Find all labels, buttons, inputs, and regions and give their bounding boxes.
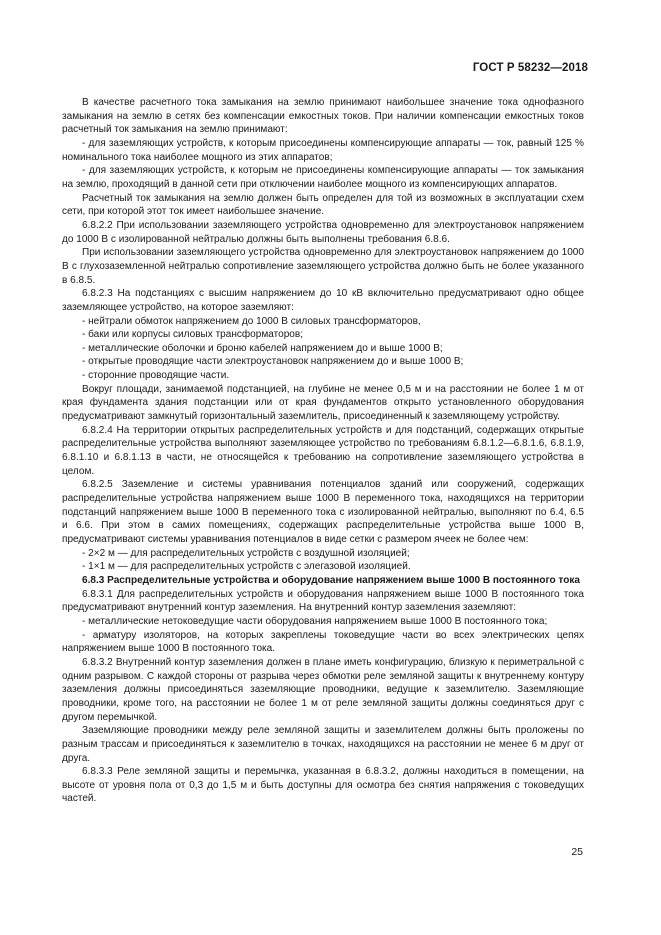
body-paragraph: В качестве расчетного тока замыкания на землю принимают наибольшее значение тока однофазного замыкания на землю в сетях без компенсации емкостных токов. При наличии компенсации емкостных токов расчетный ток замыкания на землю принимают: [62, 97, 584, 136]
body-paragraph: - для заземляющих устройств, к которым присоединены компенсирующие аппараты — ток, равный 125 % номинального тока наиболее мощного из этих аппаратов; [62, 137, 584, 163]
body-paragraph: - открытые проводящие части электроустановок напряжением до и выше 1000 В; [82, 356, 464, 368]
body-paragraph: 6.8.3.2 Внутренний контур заземления должен в плане иметь конфигурацию, близкую к периметральной с одним разрывом. С каждой стороны от разрыва через обмотки реле земляной защиты к внутреннему контуру заземления должны присоединяться заземляющие проводники, ведущие к заземлителю. Заземляющие проводники, кроме того, на расстоянии не более 1 м от реле земляной защиты должны соединяться друг с другом перемычкой. [62, 656, 584, 723]
body-paragraph: Вокруг площади, занимаемой подстанцией, на глубине не менее 0,5 м и на расстоянии не более 1 м от края фундамента здания подстанции или от края фундаментов открыто установленного оборудования предусматривают замкнутый горизонтальный заземлитель, присоединенный к заземляющему устройству. [62, 383, 584, 423]
body-paragraph: Расчетный ток замыкания на землю должен быть определен для той из возможных в эксплуатации схем сети, при которой этот ток имеет наибольшее значение. [62, 192, 584, 218]
standard-header: ГОСТ Р 58232—2018 [472, 62, 588, 74]
body-paragraph: При использовании заземляющего устройства одновременно для электроустановок напряжением до 1000 В с глухозаземленной нейтралью сопротивление заземляющего устройства должно быть не более указанного в 6.8.5. [62, 247, 584, 286]
body-paragraph: - баки или корпусы силовых трансформаторов; [82, 329, 304, 341]
body-paragraph: 6.8.2.5 Заземление и системы уравнивания потенциалов зданий или сооружений, содержащих распределительные устройства напряжением выше 1000 В переменного тока, находящихся на территории подстанций напряжением выше 1000 В переменного тока с изолированной нейтралью, выполняют по 6.4, 6.5 и 6.6. При этом в самих помещениях, содержащих распределительные устройства выше 1000 В, предусматривают системы уравнивания потенциалов в виде сетки с размером ячеек не более чем: [62, 479, 584, 545]
body-paragraph: Заземляющие проводники между реле земляной защиты и заземлителем должны быть проложены по разным трассам и присоединяться к заземлителю в точках, находящихся на расстоянии не менее 6 м друг от друга. [62, 725, 584, 764]
body-paragraph: 6.8.2.4 На территории открытых распределительных устройств и для подстанций, содержащих открытые распределительные устройства выполняют заземляющее устройство по требованиям 6.8.1.2—6.8.1.6, 6.8.1.9, 6.8.1.10 и 6.8.1.13 в части, не относящейся к требованию на сопротивление заземляющего устройства в целом. [62, 424, 584, 477]
page-number: 25 [571, 846, 583, 858]
body-paragraph: - металлические нетоковедущие части оборудования напряжением выше 1000 В постоянного тока; [82, 615, 548, 627]
body-paragraph: 6.8.3.3 Реле земляной защиты и перемычка, указанная в 6.8.3.2, должны находиться в помещении, на высоте от уровня пола от 0,3 до 1,5 м и быть доступны для осмотра без снятия напряжения с токоведущих частей. [62, 766, 584, 805]
body-paragraph: - арматуру изоляторов, на которых закреплены токоведущие части во всех электрических цепях напряжением выше 1000 В постоянного тока. [62, 629, 584, 655]
body-paragraph: - металлические оболочки и броню кабелей напряжением до и выше 1000 В; [82, 342, 443, 354]
section-heading: 6.8.3 Распределительные устройства и оборудование напряжением выше 1000 В постоянного тока [82, 574, 580, 586]
body-paragraph: - сторонние проводящие части. [82, 370, 230, 382]
body-paragraph: 6.8.2.3 На подстанциях с высшим напряжением до 10 кВ включительно предусматривают одно общее заземляющее устройство, на которое заземляют: [62, 288, 584, 313]
body-paragraph: - 1×1 м — для распределительных устройств с элегазовой изоляцией. [82, 561, 411, 573]
body-paragraph: 6.8.3.1 Для распределительных устройств и оборудования напряжением выше 1000 В постоянного тока предусматривают внутренний контур заземления. На внутренний контур заземления заземляют: [62, 588, 584, 614]
document-body [62, 96, 584, 806]
body-paragraph: 6.8.2.2 При использовании заземляющего устройства одновременно для электроустановок напряжением до 1000 В с изолированной нейтралью должны быть выполнены требования 6.8.6. [62, 219, 584, 245]
body-paragraph: - 2×2 м — для распределительных устройств с воздушной изоляцией; [82, 547, 410, 559]
body-paragraph: - нейтрали обмоток напряжением до 1000 В силовых трансформаторов, [82, 315, 421, 327]
body-paragraph: - для заземляющих устройств, к которым не присоединены компенсирующие аппараты — ток замыкания на землю, проходящий в данной сети при отключении наиболее мощного из компенсирующих аппаратов. [62, 165, 584, 190]
